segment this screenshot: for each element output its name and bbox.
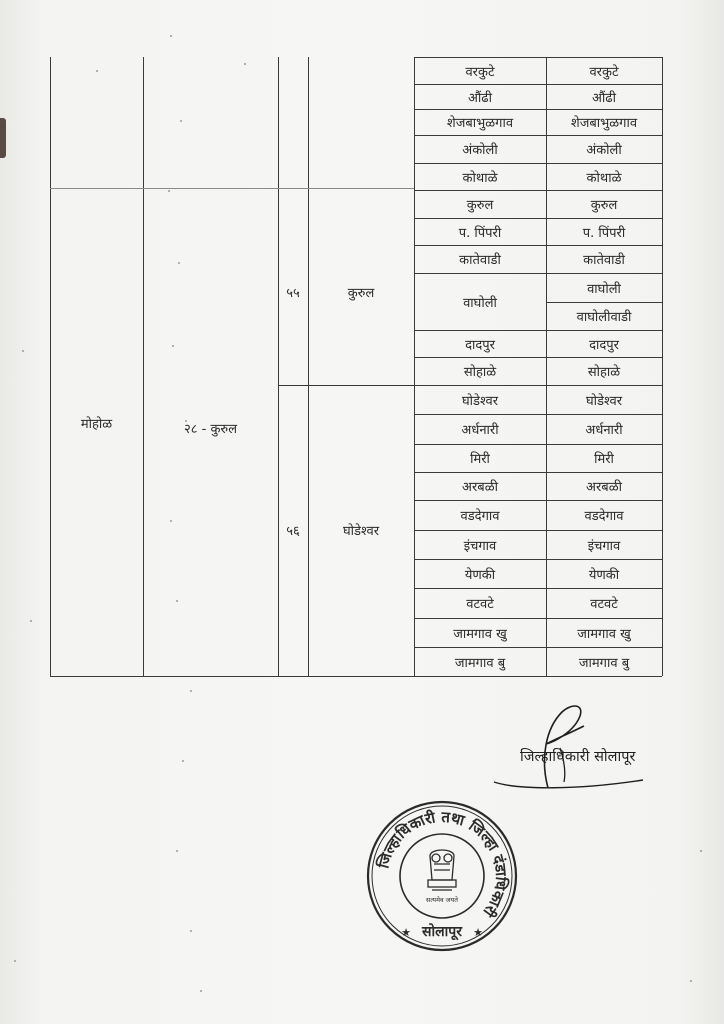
village-name-repeat: प. पिंपरी — [582, 225, 626, 241]
village-name-repeat: वटवटे — [590, 597, 618, 612]
scan-speck — [182, 760, 184, 762]
village-name-repeat: सोहाळे — [587, 365, 621, 380]
scan-speck — [700, 850, 702, 852]
table-bottom-rule — [50, 676, 662, 677]
village-name: इंचगाव — [463, 538, 497, 554]
village-name: अंकोली — [462, 143, 498, 158]
svg-text:सत्यमेव जयते: सत्यमेव जयते — [426, 896, 458, 904]
village-name-repeat: वडदेगाव — [584, 509, 624, 524]
village-name: वडदेगाव — [460, 509, 500, 524]
scan-speck — [190, 690, 192, 692]
column-rule — [143, 57, 144, 676]
scan-speck — [96, 70, 98, 72]
village-name-repeat: वाघोलीवाडी — [576, 310, 632, 325]
village-name: वटवटे — [466, 597, 494, 612]
scan-speck — [170, 520, 172, 522]
village-name: कुरुल — [466, 198, 494, 213]
svg-text:जिल्हाधिकारी तथा जिल्हा दंडाधि: जिल्हाधिकारी तथा जिल्हा दंडाधिकारी — [374, 807, 511, 920]
village-name-repeat: शेजबाभुळगाव — [570, 116, 638, 131]
village-name-repeat: इंचगाव — [587, 538, 621, 554]
signatory-title: जिल्हाधिकारी सोलापूर — [520, 749, 636, 765]
village-name: घोडेश्वर — [461, 393, 499, 409]
village-name: प. पिंपरी — [458, 225, 502, 241]
svg-text:★: ★ — [401, 926, 411, 939]
scan-speck — [172, 345, 174, 347]
scan-speck — [190, 930, 192, 932]
village-name: दादपुर — [465, 337, 495, 353]
group-number: ५५ — [286, 286, 300, 301]
village-name: शेजबाभुळगाव — [446, 116, 514, 131]
village-name: कातेवाडी — [459, 253, 501, 268]
village-name-repeat: मिरी — [594, 452, 614, 467]
village-name-repeat: अंकोली — [586, 143, 622, 158]
svg-text:सोलापूर: सोलापूर — [422, 924, 462, 940]
group-name: घोडेश्वर — [342, 524, 380, 539]
column-rule — [308, 57, 309, 676]
village-name: सोहाळे — [463, 365, 497, 380]
scan-speck — [14, 960, 16, 962]
scan-speck — [244, 63, 246, 65]
village-name-repeat: येणकी — [588, 567, 620, 583]
village-name-repeat: वरकुटे — [589, 64, 619, 80]
scan-speck — [178, 262, 180, 264]
svg-text:★: ★ — [473, 926, 483, 939]
village-name: मिरी — [470, 452, 490, 467]
scan-speck — [176, 850, 178, 852]
scan-speck — [185, 420, 187, 422]
village-name: वाघोली — [463, 295, 497, 311]
scan-speck — [170, 35, 172, 37]
scan-speck — [30, 620, 32, 622]
scan-speck — [168, 190, 170, 192]
village-name-repeat: जामगाव बु — [578, 655, 630, 671]
village-name: जामगाव बु — [454, 655, 506, 671]
village-name-repeat: घोडेश्वर — [585, 393, 623, 409]
scan-speck — [176, 600, 178, 602]
village-name: अर्धनारी — [461, 423, 499, 438]
constituency-name: २८ - कुरुल — [183, 421, 238, 437]
scan-speck — [690, 980, 692, 982]
page-continuation-rule — [50, 188, 414, 189]
village-name-repeat: कुरुल — [590, 198, 618, 213]
village-name: कोथाळे — [462, 170, 498, 186]
village-name: अरबळी — [462, 480, 498, 495]
official-seal — [366, 800, 518, 956]
village-name-repeat: जामगाव खु — [577, 626, 631, 642]
group-number: ५६ — [286, 524, 300, 539]
page-edge-shadow — [0, 118, 6, 158]
village-name-repeat: दादपुर — [589, 337, 619, 353]
village-name: वरकुटे — [465, 64, 495, 80]
village-name-repeat: कातेवाडी — [583, 253, 625, 268]
emblem-icon — [428, 850, 456, 890]
village-name: औंढी — [468, 90, 492, 106]
scan-speck — [180, 120, 182, 122]
column-rule — [50, 57, 51, 676]
village-name-repeat: अर्धनारी — [585, 423, 623, 438]
village-name-repeat: औंढी — [592, 90, 616, 106]
scan-speck — [22, 350, 24, 352]
taluka-name: मोहोळ — [80, 416, 113, 432]
village-name: येणकी — [464, 567, 496, 583]
village-name: जामगाव खु — [453, 626, 507, 642]
village-name-repeat: वाघोली — [587, 281, 621, 297]
scan-speck — [200, 990, 202, 992]
group-divider — [278, 385, 414, 386]
column-rule — [662, 57, 663, 676]
village-name-repeat: अरबळी — [586, 480, 622, 495]
village-name-repeat: कोथाळे — [586, 170, 622, 186]
group-name: कुरुल — [347, 286, 375, 301]
column-rule — [278, 57, 279, 676]
